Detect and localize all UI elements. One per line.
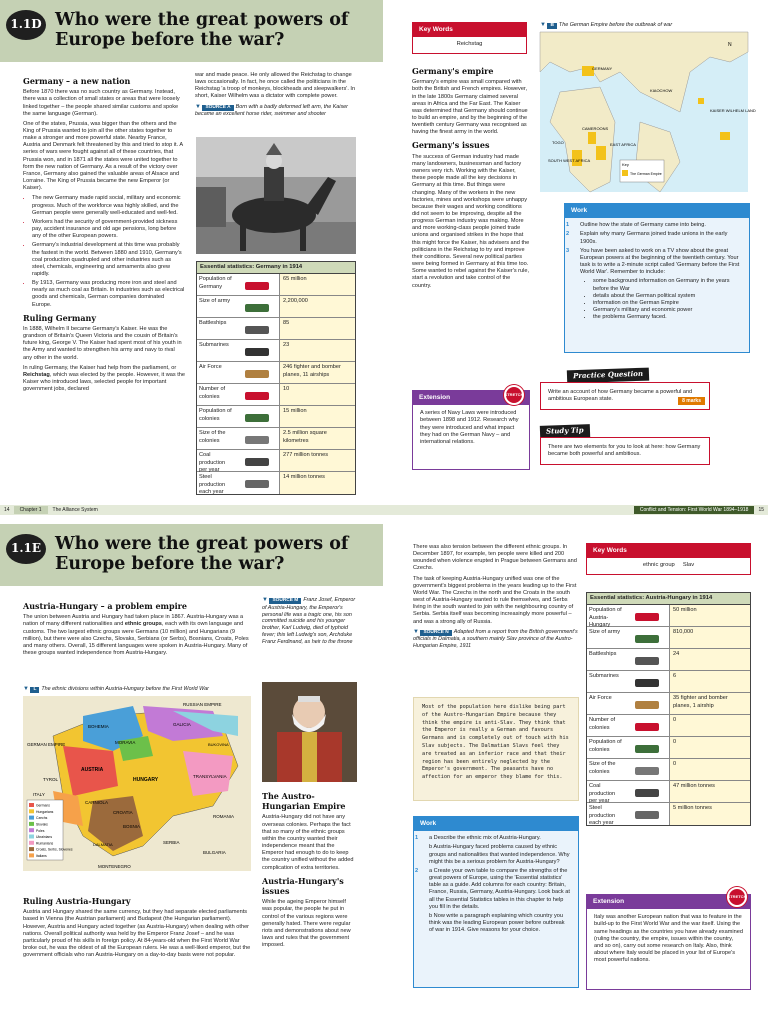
source-tag: SOURCE A	[202, 105, 233, 111]
section-heading: Ruling Germany	[23, 312, 96, 323]
stats-row	[587, 649, 750, 671]
source-m-caption	[262, 597, 357, 646]
work-box	[413, 816, 579, 988]
empire-column	[412, 62, 530, 293]
stats-label: Submarines	[587, 671, 625, 692]
stats-label: Number of colonies	[587, 715, 625, 736]
paragraph: Austria and Hungary shared the same currency, but they had separate elected parliaments based in Vienna (the Austrian parliament) and Budapest (the Hungarian parliament). However, Austria and Hungary acted together (as Austria-Hungary) when dealing with other nations. Overall political authority was held by the Emperor Franz Josef – and he was particularly proud of his skills in foreign policy. At 84-years-old when the First World War broke out, he was the oldest of all the European rulers. He was a well-liked emperor, but the government officials who ran Austria-Hungary on a day-to-day basis were not popular.	[23, 909, 251, 959]
german-empire-map	[540, 32, 756, 192]
stats-icon	[235, 318, 280, 339]
page-title	[55, 10, 348, 50]
text-run: , each with its own language and customs. The two largest ethnic groups were Germans (10 million) and Hungarians (9 million), but there were also Czechs, Slovaks, Serbians (or Serbs), Bosnians, Croats, Poles and many others. Overall, 15 different languages were spoken in Austria-Hungary. Many of these groups wanted independence from Austria-Hungary.	[23, 621, 249, 657]
bottom-header	[0, 524, 383, 586]
ruling-austria	[23, 892, 251, 962]
question-text: You have been asked to work on a TV show about the great European powers at the beginning of the twentieth century. Your task is to write a 2-minute script called 'Germany before the First World War'. Remember to include:	[580, 247, 740, 276]
paragraph: In 1888, Wilhelm II became Germany's Kaiser. He was the grandson of Britain's Queen Victoria and the cousin of Britain's future king, George V. The Kaiser had spent most of his youth in the Army and wanted to strengthen his army and navy to rival any other in the world.	[23, 326, 182, 361]
key-swatch	[29, 816, 34, 820]
map-b-caption	[540, 22, 750, 30]
map-label: DALMATIA	[93, 842, 113, 847]
stats-icon	[235, 450, 280, 471]
empire-column	[262, 787, 357, 952]
question-text: Outline how the state of Germany came into being.	[580, 222, 706, 229]
map-label: BULGARIA	[203, 850, 226, 855]
list-item: • details about the German political system	[593, 293, 741, 300]
question-text: a Create your own table to compare the strengths of the great powers of Europe, using the 'Essential statistics' table as a guide. Add columns for each country: Britain, France, Russia, Germany, Austria-Hungary. Look back at all the Essential Statistics tables in this chapter to help you fill in the details.	[429, 867, 570, 910]
stats-label: Population of colonies	[197, 406, 235, 427]
question-text: a Describe the ethnic mix of Austria-Hungary.	[429, 835, 541, 842]
map-tag: L	[30, 687, 39, 693]
stats-value: 0	[670, 715, 750, 736]
map-l-caption	[23, 686, 251, 694]
stats-label: Steel production each year	[587, 803, 625, 825]
stats-row	[587, 627, 750, 649]
stats-label: Size of army	[197, 296, 235, 317]
question-text: b Now write a paragraph explaining which country you think was the leading European power before outbreak of war in 1914. Give reasons for your choice.	[429, 912, 565, 934]
caption-text: Adapted from a report from the British government's officials in Dalmatia, a southern mainly Slav province of the Austro-Hungarian Empire, 1911	[413, 628, 578, 650]
paragraph	[23, 614, 251, 657]
paragraph: war and made peace. He only allowed the Reichstag to change laws occasionally. In fact, he once called the politicians in the Reichstag 'a troop of monkeys, blockheads and sleepwalkers'. In short, Kaiser Wilhelm was a dictator with complete power.	[195, 72, 356, 100]
stats-label: Air Force	[587, 693, 625, 714]
section-heading: The Austro-Hungarian Empire	[262, 791, 346, 812]
practice-question-text: Write an account of how Germany became a powerful and ambitious European state.	[548, 389, 693, 403]
map-tag: B	[547, 23, 556, 29]
list-item: • Germany's industrial development at this time was probably the fastest in the world. Between 1880 and 1910, Germany's coal production quadrupled and other industries such as steel, chemicals, engineering and armaments also grew rapidly.	[32, 242, 185, 278]
text-run: The union between Austria and Hungary had taken place in 1867. Austria-Hungary was a nation of many different nationalities and	[23, 614, 244, 628]
map-key-title: Key	[622, 162, 629, 167]
key-label: Hungarians	[36, 809, 54, 814]
stats-value: 65 million	[280, 274, 355, 295]
work-bullets	[573, 278, 741, 321]
triangle-icon: ▼	[540, 22, 546, 28]
caption-text: The ethnic divisions within Austria-Hungary before the First World War	[41, 686, 209, 692]
paragraph: While the ageing Emperor himself was popular, the people he put in control of the various regions were generally hated. There were regular riots and demonstrations about new laws and rules that the government imposed.	[262, 899, 351, 949]
key-words-list: Reichstag	[456, 41, 483, 48]
stats-value: 2.5 million square kilometres	[280, 428, 355, 449]
stats-icon	[235, 340, 280, 361]
stats-label: Steel production each year	[197, 472, 235, 494]
map-label: CROATIA	[113, 810, 133, 815]
text-run: In ruling Germany, the Kaiser had help from the parliament, or	[23, 364, 177, 371]
question-number: 2	[566, 231, 570, 238]
key-swatch	[29, 847, 34, 851]
stats-label: Size of the colonies	[587, 759, 625, 780]
source-n-quote: Most of the population here dislike being part of the Austro-Hungarian Empire because they think the empire is anti-Slav. They think that the Emperor is really a German and favours Germans and is completely out of touch with his Slav subjects. The Dalmatian Slavs feel they are treated as an inferior race and that their region has been entirely neglected by the Emperor's government. The peasants have no affection for an emperor they blame for this.	[413, 697, 579, 801]
stats-label: Population of colonies	[587, 737, 625, 758]
map-label: BUKOVINA	[208, 742, 229, 747]
list-item: • some background information on Germany in the years before the War	[593, 278, 741, 292]
map-label: KAISER WILHELM LAND	[710, 108, 756, 113]
stats-label: Number of colonies	[197, 384, 235, 405]
stats-value: 47 million tonnes	[670, 781, 750, 802]
triangle-icon: ▼	[195, 103, 201, 110]
paragraph	[23, 365, 185, 394]
stats-icon	[235, 384, 280, 405]
caption-text: The German Empire before the outbreak of war	[558, 22, 673, 28]
title-line-2: Europe before the war?	[55, 30, 285, 51]
stats-row	[197, 428, 355, 450]
map-label: MORAVIA	[115, 740, 136, 745]
section-heading: Germany's issues	[412, 140, 490, 151]
lesson-badge: 1.1D	[6, 10, 46, 40]
stats-icon	[625, 693, 670, 714]
stats-value: 23	[280, 340, 355, 361]
stats-label: Size of army	[587, 627, 625, 648]
map-label: RUSSIAN EMPIRE	[183, 702, 222, 707]
title-line-1: Who were the great powers of	[55, 10, 349, 30]
bullet-list	[23, 195, 185, 308]
study-tip-banner: Study Tip	[540, 424, 590, 439]
stats-value: 10	[280, 384, 355, 405]
list-item: • Germany's military and economic power	[593, 307, 741, 314]
key-term: Reichstag	[23, 371, 50, 378]
map-label: AUSTRIA	[81, 767, 104, 773]
chapter-title: The Alliance System	[52, 506, 98, 513]
stats-icon	[625, 649, 670, 670]
list-item: • information on the German Empire	[593, 300, 741, 307]
source-a-caption	[195, 104, 357, 119]
page-title	[55, 534, 348, 574]
stats-value: 0	[670, 759, 750, 780]
stats-row	[197, 318, 355, 340]
key-label: Rumanians	[36, 841, 54, 846]
map-label: EAST AFRICA	[610, 142, 636, 147]
map-key-item: The German Empire	[630, 172, 662, 176]
austria-stats-table	[586, 592, 751, 826]
key-words-list: ethnic group Slav	[642, 562, 695, 569]
caption-text: Franz Josef, Emperor of Austria-Hungary, the Emperor's personal life was a tragic one, his son committed suicide and his younger brother, Karl Ludwig, died of typhoid fever; this left Ludwig's son, Archduke Franz Ferdinand, as heir to the throne	[262, 597, 356, 646]
stats-row	[197, 296, 355, 318]
stats-icon	[235, 274, 280, 295]
list-item: • By 1913, Germany was producing more iron and steel and nearly as much coal as Britain. In industries such as electrical goods and chemicals, German companies dominated Europe.	[32, 280, 185, 309]
stats-icon	[235, 296, 280, 317]
stats-row	[197, 450, 355, 472]
stats-label: Submarines	[197, 340, 235, 361]
source-tag: SOURCE M	[269, 598, 301, 604]
question-number: 3	[566, 247, 570, 254]
footer-right	[383, 505, 768, 515]
stats-value: 2,200,000	[280, 296, 355, 317]
stats-label: Battleships	[197, 318, 235, 339]
stats-value: 24	[670, 649, 750, 670]
stats-label: Coal production per year	[197, 450, 235, 471]
stats-row	[587, 671, 750, 693]
question-text: Explain why many Germans joined trade unions in the early 1900s.	[580, 231, 728, 245]
map-label: GERMAN EMPIRE	[27, 742, 66, 747]
stats-label: Battleships	[587, 649, 625, 670]
key-words-box	[586, 543, 751, 575]
stats-label: Population of Austria-Hungary	[587, 605, 625, 626]
stats-icon	[625, 759, 670, 780]
map-label: SOUTH WEST AFRICA	[548, 158, 591, 163]
study-tip-box	[540, 437, 710, 465]
stats-row	[587, 737, 750, 759]
stats-value: 15 million	[280, 406, 355, 427]
stats-value: 85	[280, 318, 355, 339]
extension-title: Extension	[413, 391, 529, 405]
stats-icon	[235, 428, 280, 449]
stats-value: 6	[670, 671, 750, 692]
stats-icon	[235, 472, 280, 494]
paragraph: The success of German industry had made many landowners, businessman and factory owners very rich. Working with the Kaiser, these people made all the key decisions in Germany at this time. But things were changing. Many of the workers in the new factories, mines and workshops were unhappy because their wages and working conditions did not seem to be improving, despite all the progress German industry was making. More and more working-class people joined trade unions and organised strikes in the hope that this might force the Kaiser, his advisers and the politicians in the Reichstag to try and improve their conditions. Several new political parties were being formed in Germany at this time too. Some wanted to rebel against the Kaiser's rule, start a revolution and take control of the country.	[412, 153, 530, 289]
key-label: Poles	[36, 828, 45, 833]
question-number: 1	[415, 835, 419, 842]
stats-row	[197, 340, 355, 362]
practice-question-box	[540, 382, 710, 410]
map-label: CARNIOLA	[85, 800, 109, 805]
stats-icon	[235, 362, 280, 383]
key-swatch	[29, 853, 34, 857]
source-tag: SOURCE N	[420, 630, 451, 636]
work-question	[415, 835, 570, 842]
work-title: Work	[414, 817, 578, 831]
key-label: Czechs	[36, 816, 48, 821]
stats-row	[587, 803, 750, 825]
kaiser-column	[195, 72, 357, 118]
key-words-box	[412, 22, 527, 54]
map-label: CAMEROONS	[582, 126, 609, 131]
key-label: Slovaks	[36, 822, 48, 827]
section-heading: Austria-Hungary's issues	[262, 875, 344, 896]
title-line-1: Who were the great powers of	[55, 534, 349, 554]
question-text: b Austria-Hungary faced problems caused by ethnic groups and nationalities that wanted independence. Why might this be a serious problem for Austria-Hungary?	[429, 844, 570, 865]
work-title: Work	[565, 204, 749, 218]
map-label: ITALY	[33, 792, 45, 797]
stats-icon	[625, 605, 670, 626]
stats-label: Size of the colonies	[197, 428, 235, 449]
stretch-icon: STRETCH	[727, 887, 747, 907]
map-label: TYROL	[43, 777, 59, 782]
extension-text: Italy was another European nation that was to feature in the build-up to the First World War and the war itself. Using the same headings as the countries you have already examined (ruling the country, the empire, issues within the country, and so on), carry out some research on Italy. Also, think about where Italy would be placed in your list of Europe's most powerful nations.	[594, 914, 743, 964]
section-heading: Germany – a new nation	[23, 76, 131, 86]
germany-stats-table	[196, 261, 356, 495]
section-heading: Austria-Hungary – a problem empire	[23, 601, 187, 611]
caption-text: Born with a badly deformed left arm, the Kaiser became an excellent horse rider, swimmer and shooter	[195, 103, 348, 118]
tension-column	[413, 544, 578, 650]
paragraph: Germany's empire was small compared with both the British and French empires. However, in the late 1800s Germany claimed several areas in Africa and the Far East. The Kaiser was determined that Germany should continue to build an empire, and by the beginning of the twentieth century Germany was recognised as having the finest army in the world.	[412, 79, 528, 136]
key-label: Germans	[36, 803, 50, 808]
stats-label: Coal production per year	[587, 781, 625, 802]
stats-value: 14 million tonnes	[280, 472, 355, 494]
stats-icon	[625, 781, 670, 802]
paragraph: Austria-Hungary did not have any overseas colonies. Perhaps the fact that so many of the ethnic groups within the country wanted their independence meant that the Emperor had enough to do to keep the country unified without the added complication of extra territories.	[262, 814, 354, 871]
ethnic-map	[23, 696, 251, 871]
stats-label: Population of Germany	[197, 274, 235, 295]
stats-label: Air Force	[197, 362, 235, 383]
key-words-title: Key Words	[587, 544, 750, 558]
stats-row	[587, 781, 750, 803]
list-item: • Workers had the security of government-provided sickness pay, accident insurance and old age pensions, long before any of the other European powers.	[32, 219, 185, 240]
stats-value: 35 fighter and bomber planes, 1 airship	[670, 693, 750, 714]
map-label: HUNGARY	[133, 777, 159, 783]
stats-row	[197, 472, 355, 494]
list-item: • The new Germany made rapid social, military and economic progress. Much of the workforce was highly skilled, and the German people were generally well-educated and well-fed.	[32, 195, 185, 216]
page-number: 14	[4, 506, 10, 513]
key-swatch	[29, 828, 34, 832]
marks-badge: 8 marks	[678, 397, 705, 405]
paragraph: One of the states, Prussia, was bigger than the others and the King of Prussia wanted to join all the other states together to make a stronger and more powerful state. Nearby France, Austria and Denmark felt threatened by this and tried to stop it. A series of wars were fought against all of these countries, that Prussia won, and in 1871 all the states were united together to form the new nation of Germany. As a result of the victory over France, Germany also gained the valuable areas of Alsace and Lorraine. The King of Prussia became the new Emperor (or Kaiser).	[23, 120, 183, 192]
stats-row	[587, 693, 750, 715]
stats-row	[197, 406, 355, 428]
key-swatch	[29, 822, 34, 826]
chapter-label: Chapter 1	[14, 506, 48, 514]
key-swatch	[29, 835, 34, 839]
map-label: GERMANY	[592, 66, 613, 71]
question-number: 1	[566, 222, 570, 229]
work-question	[422, 844, 570, 865]
triangle-icon: ▼	[413, 628, 419, 635]
key-label: Croats, Serbs, Slovenes	[36, 847, 73, 852]
stats-title: Essential statistics: Germany in 1914	[197, 262, 355, 274]
work-question	[415, 867, 570, 911]
stats-value: 5 million tonnes	[670, 803, 750, 825]
section-heading: Ruling Austria-Hungary	[23, 896, 131, 906]
map-label: MONTENEGRO	[98, 864, 131, 869]
stats-row	[197, 384, 355, 406]
stats-value: 0	[670, 737, 750, 758]
stats-value: 810,000	[670, 627, 750, 648]
top-header	[0, 0, 383, 62]
germany-column	[23, 72, 185, 396]
page-number: 15	[758, 506, 764, 513]
triangle-icon: ▼	[23, 686, 29, 692]
key-label: Ukrainians	[36, 835, 53, 840]
key-term: ethnic groups	[124, 621, 162, 628]
map-label: ROMANIA	[213, 814, 235, 819]
section-heading: Germany's empire	[412, 66, 494, 76]
question-number: 2	[415, 867, 419, 874]
map-label: SERBIA	[163, 840, 180, 845]
stats-row	[587, 605, 750, 627]
stats-row	[197, 274, 355, 296]
paragraph: Before 1870 there was no such country as Germany. Instead, there was a collection of small states or areas that were loosely linked together – the people shared similar customs and spoke the same language (German).	[23, 89, 180, 117]
map-label: GALICIA	[173, 722, 191, 727]
work-box	[564, 203, 750, 353]
key-words-title: Key Words	[413, 23, 526, 37]
practice-question-banner: Practice Question	[567, 368, 649, 384]
work-question	[566, 222, 741, 229]
stats-icon	[625, 803, 670, 825]
stats-icon	[625, 627, 670, 648]
stats-value: 246 fighter and bomber planes, 11 airships	[280, 362, 355, 383]
map-label: TOGO	[552, 140, 564, 145]
stats-title: Essential statistics: Austria-Hungary in 1914	[587, 593, 750, 605]
map-label: TRANSYLVANIA	[193, 774, 227, 779]
franz-josef-portrait	[262, 682, 357, 782]
extension-box	[586, 894, 751, 990]
key-swatch	[29, 803, 34, 807]
study-tip-text: There are two elements for you to look at here: how Germany became both powerful and ambitious.	[548, 444, 701, 458]
title-line-2: Europe before the war?	[55, 554, 285, 575]
footer-left	[0, 505, 383, 515]
north-arrow: N	[728, 42, 732, 48]
key-label: Italians	[36, 854, 47, 858]
stats-icon	[235, 406, 280, 427]
austria-intro	[23, 597, 251, 660]
work-question	[566, 231, 741, 245]
map-label: BOSNIA	[123, 824, 141, 829]
key-swatch	[29, 841, 34, 845]
list-item: • the problems Germany faced.	[593, 314, 741, 321]
paragraph: The task of keeping Austria-Hungary unified was one of the government's biggest problems in the years leading up to the First World War. The Czechs in the north and the Croats in the south west of Austria-Hungary wanted to rule themselves, and Serbs living in the south wanted to join with the neighbouring country of Serbia. Serbia itself was becoming increasingly more powerful – and was a strong ally of Russia.	[413, 575, 577, 625]
extension-text: A series of Navy Laws were introduced between 1898 and 1912. Research why they were introduced and what impact they had on the German Navy – and international relations.	[420, 410, 519, 445]
stats-row	[587, 715, 750, 737]
text-run: , which was elected by the people. However, it was the Kaiser who introduced laws, selected people for important government jobs, declared	[23, 371, 185, 393]
lesson-badge: 1.1E	[6, 534, 46, 564]
stats-row	[587, 759, 750, 781]
key-swatch	[29, 809, 34, 813]
stats-value: 277 million tonnes	[280, 450, 355, 471]
map-label: KIAOCHOW	[650, 88, 673, 93]
stats-icon	[625, 671, 670, 692]
extension-title: Extension	[587, 895, 750, 909]
work-question	[566, 247, 741, 277]
stats-value: 50 million	[670, 605, 750, 626]
paragraph: There was also tension between the different ethnic groups. In December 1897, for example, ten people were killed and 200 wounded when violence erupted in Prague between Germans and Czechs.	[413, 544, 577, 572]
book-title: Conflict and Tension: First World War 1894–1918	[634, 506, 755, 514]
kaiser-photo	[196, 137, 356, 254]
stretch-icon: STRETCH	[504, 385, 524, 405]
stats-icon	[625, 715, 670, 736]
source-n-caption	[413, 629, 578, 650]
work-question	[422, 913, 570, 934]
triangle-icon: ▼	[262, 597, 268, 603]
map-label: BOHEMIA	[88, 724, 109, 729]
stats-row	[197, 362, 355, 384]
stats-icon	[625, 737, 670, 758]
